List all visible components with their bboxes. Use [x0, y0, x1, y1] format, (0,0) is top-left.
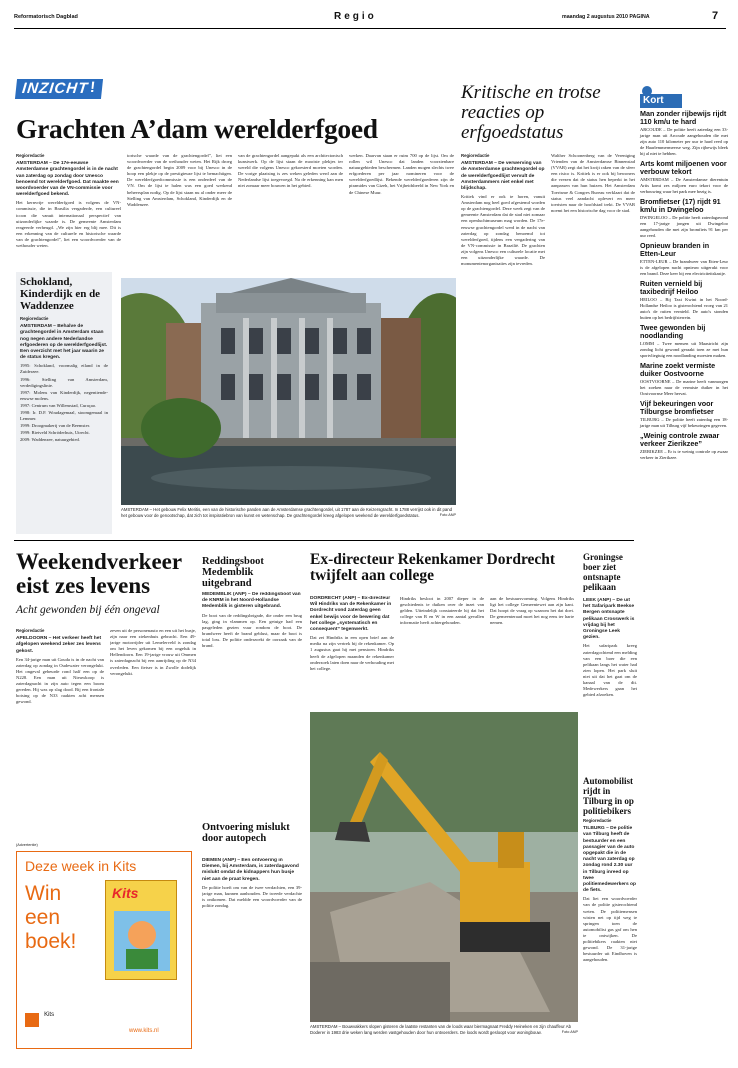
- photo-demolition: [310, 712, 578, 1022]
- ontvoering-text: DIEMEN (ANP) – Een ontvoering in Diemen, bij Amsterdam, is zaterdagavond mislukt omdat de kidnappers hun busje niet aan de praat kregen. De politie hoeft om van de twee verdachten, een 39-jarige man, kunnen aanhouden. De tweede verdachte is ontkomen. Dat meldde een woordvoerder van de politie zondag.: [202, 858, 302, 909]
- kits-book-cover: Kits: [105, 880, 177, 980]
- reddingsboot-text: MEDEMBLIK (ANP) – De reddingsboot van de KNRM in het Noord-Hollandse Medemblik is gisteren uitgebrand. De boot van de reddingsbrigade, die onder een brug lag, ging in vlammen op. Een getuige had een pasgeleden gezien vuur rondom de boot. De brandweer heeft de brand geblust, maar de boot is total loss. De politie onderzoekt de oorzaak van de brand.: [202, 592, 302, 649]
- kits-url[interactable]: www.kits.nl: [129, 1028, 159, 1034]
- rekenkamer-col-3: aan de bestuursvorming. Volgens Hindriks ligt het college Gemeentewet aan zijn kant. Dat hoopt de vraag op waarom het dat doet. De gemeenteraad moet het nog eens ter harte nemen.: [490, 596, 574, 626]
- automobilist-text: Regioredactie TILBURG – De politie van Tilburg heeft de bestuurder en een passagier van de auto opgepakt die in de nacht van zaterdag op zondag rond 2.30 uur in Tilburg inreed op twee politiemedewerkers op de fiets. Dat liet een woordvoerder van de politie gisterochtend weten. De politiemensen wisten net op tijd weg te springen toen de automobilist gas gaf om hen te ontwijken. De politiebikers raakten niet gewond. De 31-jarige bestuurder uit Eindhoven is aangehouden.: [583, 818, 637, 963]
- kits-logo: Kits: [25, 1012, 54, 1031]
- kort-item-body: AMSTERDAM – De Amsterdamse dierentuin Artis komt zes miljoen euro tekort voor de verbouwing waar het park mee bezig is.: [640, 177, 728, 194]
- lead-byline: Regioredactie: [16, 153, 45, 158]
- kort-item-title: Arts komt miljoenen voor verbouw tekort: [640, 159, 727, 176]
- kits-ad-win: Win een boek!: [25, 882, 77, 953]
- kort-item-title: Twee gewonden bij noodlanding: [640, 323, 706, 340]
- rekenkamer-col-2: Hindriks besloot in 2007 dieper in de geschiedenis te duiken over de inzet van gelden. Uiteindelijk constateerde hij dat het college van B en W in een aantal gevallen informatie heeft achtergehouden.: [400, 596, 484, 626]
- page-date: maandag 2 augustus 2010 PAGINA: [562, 14, 650, 20]
- rekenkamer-col-1: DORDRECHT (ANP) – Ex-directeur Wil Hindriks van de Rekenkamer in Dordrecht vond zaterdag geen enkel bewijs voor de bewering dat het college „systematisch en consequent” tegenwerkt. Dat zei Hindriks in een open brief aan de media na zijn vertrek bij de rekenkamer. Op 1 augustus gaat hij met pensioen. Hindriks heeft de afgelopen maanden de rekenkamer onderzoek laten doen naar de verhouding met het college.: [310, 596, 394, 671]
- kort-item: [640, 362, 728, 397]
- ontvoering-headline: Ontvoering mislukt door autopech: [202, 822, 290, 844]
- kort-item-title: Bromfietser (17) rijdt 91 km/u in Dwingeloo: [640, 197, 721, 214]
- kort-item-title: „Weinig controle zwaar verkeer Zierikzee”: [640, 431, 720, 448]
- inzicht-exclaim-icon: !: [89, 79, 97, 96]
- schokland-intro: AMSTERDAM – Behalve de grachtengordel in Amsterdam staan nog negen andere Nederlandse erfgoederen op de werelderfgoedlijst. Een overzicht met het jaar waarin ze de status kregen.: [20, 324, 108, 361]
- kort-item: [640, 110, 728, 157]
- weekend-intro: APELDOORN – Het verkeer heeft het afgelopen weekend zeker zes levens gekost.: [16, 636, 102, 654]
- kort-item: [640, 400, 728, 429]
- lead-headline: Grachten A’dam werelderfgoed: [16, 113, 378, 144]
- kort-item-body: HEILOO – Bij Taxi Kwint in het Noord-Hollandse Heiloo is gisterochtend vroeg van 21 auto's de ruiten vernield. De auto's stonden buiten op het bedrijfsterrein.: [640, 297, 728, 320]
- photo-felix-meritis: [121, 278, 456, 505]
- kort-item: [640, 160, 728, 195]
- page-header: [14, 10, 726, 28]
- kort-item-title: Man zonder rijbewijs rijdt 110 km/u te hard: [640, 109, 727, 126]
- photo1-caption: AMSTERDAM – Het gebouw Felix Meritis, een van de historische panden aan de Amsterdamse grachtengordel, uit 1787 aan de Keizersgracht. In 1788 verrijst ook in dit pand het gebouw voor de genootschap, dat zich tot inspiratiebron van kunst en wetenschap. De grachtengordel kreeg afgelopen weekend de werelderfgoedstatus. Foto ANP: [121, 507, 456, 518]
- kort-item: [640, 198, 728, 239]
- photo2-caption: AMSTERDAM – Bouwvakkers slopen gisteren de laatste restanten van de loods waar biermagnaat Freddy Heineken en zijn chauffeur Ab Doderer in 1983 drie weken lang werden vastgehouden door hun ontvoerders. De loods wordt gesloopt voor woningbouw. Foto ANP: [310, 1024, 578, 1035]
- lead-body-1: Het kernvrije werelderfgoed is volgens de VN-commissie, die in Brasilia vergaderde, een cultureel icoon die vanuit internationaal perspectief van uitzonderlijke waarde is. De gemeente Amsterdam reageerde verheugd. „We zijn hier erg blij mee. Dit is een erkenning van de culturele en historische waarde van de grachtengordel”, liet een woordvoerder van de wethouder weten.: [16, 200, 121, 248]
- kort-item-body: OOSTVOORNE – De marine heeft vanmorgen het zoeken naar de vermiste duiker in het Oostvoornse Meer hervat.: [640, 379, 728, 396]
- canal-building-illustration: [121, 278, 456, 505]
- schokland-list-item: 2009: Waddenzee, natuurgebied.: [20, 437, 80, 443]
- kits-logo-icon: [25, 1013, 39, 1027]
- schokland-list-item: 1997: Molens van Kinderdijk, negentiende-eeuwse molens.: [20, 389, 108, 401]
- groningse-text: LEEK (ANP) – De uit het Safaripark Beekse Bergen ontsnapte pelikaan Crosswerk is vrijdag bij het Groningse Leek gezien. Het safaripark kreeg zaterdagochtend een melding van een boer die een pelikaan langs het water had zien lopen. Het park sluit niet uit dat het gaat om de kanaal van de dit. Medewerkers gaan het gebied afzoeken.: [583, 598, 637, 698]
- weekend-subtitle: Acht gewonden bij één ongeval: [16, 604, 160, 616]
- groningse-headline: Groningse boer ziet ontsnapte pelikaan: [583, 552, 623, 592]
- kort-column: [640, 85, 728, 1060]
- schokland-list-item: 1999: Droogmakerij van de Beemster.: [20, 423, 91, 429]
- lead-col-1: [16, 153, 121, 268]
- ad-label: (Advertentie): [16, 843, 38, 847]
- kort-item-title: Vijf bekeuringen voor Tilburgse bromfietser: [640, 399, 714, 416]
- kort-item: [640, 324, 728, 359]
- kort-item: [640, 242, 728, 277]
- kort-item-body: ETTEN-LEUR – De brandweer van Etten-Leur is de afgelopen nacht opnieuw uitgerukt voor een brand. Deze keer bij een electriciteitskastje.: [640, 259, 728, 276]
- photo1-credit: Foto ANP: [439, 512, 456, 517]
- page-number: 7: [712, 10, 719, 22]
- kort-label: Kort: [640, 85, 728, 107]
- inzicht-logo: INZICHT !: [15, 79, 103, 99]
- kort-item-body: ZIERIKZEE – Er is te weinig controle op zwaar verkeer in Zierikzee.: [640, 449, 728, 460]
- kits-ad-title: Deze week in Kits: [25, 858, 137, 874]
- schokland-box: [16, 272, 112, 534]
- automobilist-headline: Automobilist rijdt in Tilburg in op politiebikers: [583, 776, 634, 816]
- lead-intro: AMSTERDAM – De 17e-eeuwse Amsterdamse grachtengordel is in de nacht van zaterdag op zondag door Unesco benoemd tot werelderfgoed. Dat maakte een woordvoerder van de VN-commissie voor werelderfgoed bekend.: [16, 161, 119, 198]
- kort-list: [640, 110, 728, 461]
- mid-rule: [14, 540, 634, 541]
- reddingsboot-headline: Reddingsboot Medemblik uitgebrand: [202, 556, 264, 589]
- kort-item-body: TILBURG – De politie heeft zaterdag een 18-jarige man uit Tilburg vijf bekeuringen gegeven.: [640, 417, 728, 428]
- kort-item-body: DWINGELOO – De politie heeft zaterdagavond een 17-jarige jongen uit Dwingeloo aangehouden die met zijn bromfiets 91 km per uur reed.: [640, 215, 728, 238]
- kritische-intro: AMSTERDAM – De verwerving van de Amsterdamse grachtengordel op de werelderfgoedlijst vervult de Amsterdammers niet enkel met blijdschap.: [461, 161, 545, 191]
- lead-col-3: van de grachtengordel aangepakt als een architectonisch kunstwerk. Op de lijst staan de mooiste plekjes ter wereld die volgens Unesco gekoesterd moeten worden. De vorige plaatsing is zes weken geleden werd aan de Nederlandse lijst toegevoegd. Na de erkenning kan men niet zomaar meer bouwen in het gebied.: [238, 153, 343, 189]
- paper-name: Reformatorisch Dagblad: [14, 14, 78, 20]
- schokland-list-item: 1996: Stelling van Amsterdam, verdedigingslinie.: [20, 376, 108, 388]
- rekenkamer-headline: Ex-directeur Rekenkamer Dordrecht twijfelt aan college: [310, 551, 556, 584]
- kort-item: [640, 280, 728, 321]
- schokland-title: Schokland, Kinderdijk en de Waddenzee: [20, 276, 101, 312]
- kritische-byline: Regioredactie: [461, 153, 490, 158]
- kort-item-title: Ruiten vernield bij taxibedrijf Heiloo: [640, 279, 703, 296]
- schokland-list: [20, 363, 108, 443]
- header-rule: [14, 28, 726, 29]
- schokland-list-item: 1997: Centrum van Willemstad, Curaçao.: [20, 402, 97, 408]
- kort-item-title: Marine zoekt vermiste duiker Oostvoorne: [640, 361, 716, 378]
- kritische-col-2: Walther Schoonenberg van de Vereniging Vrienden van de Amsterdamse Binnenstad (VVAB) zegt dat het kwijt raken van de sfeer een risico is. Kritiek is er ook bij bewoners die vrezen dat de status hen beperkt in het aanpassen van hun huizen. Het Amsterdam Toerisme & Congres Bureau verklaart dat de status veel aandacht oplevert en meer toeristen naar de hoofdstad trekt. De VVAB noemt het een historische dag voor de stad.: [551, 153, 635, 213]
- kits-ad[interactable]: [16, 851, 192, 1049]
- excavator-illustration: [310, 712, 578, 1022]
- schokland-list-item: 1995: Schokland, voormalig eiland in de Zuiderzee.: [20, 363, 108, 375]
- photo2-credit: Foto ANP: [561, 1029, 578, 1034]
- kort-item: [640, 432, 728, 461]
- kort-item-body: ARCOUDE – De politie heeft zaterdag een 33-jarige man uit Arcoude aangehouden die met zijn auto 110 kilometer per uur te hard reed op de Haarlemmermeerse weg. Zijn rijbewijs bleek hij al niet te hebben.: [640, 127, 728, 156]
- schokland-list-item: 1999: Rietveld Schröderhuis, Utrecht.: [20, 430, 90, 436]
- schokland-byline: Regioredactie: [20, 316, 49, 321]
- lead-col-2: torische waarde van de grachtengordel”, liet een woordvoerder van de wethouder weten. Het Rijk droeg de grachtengordel begin 2009 voor bij Unesco in de hoop een plekje op de prestigieuze lijst te bemachtigen. De werelderfgoedcommissie is een onderdeel van de VN. Om de lijst te halen was een goed werkend beheersplan nodig. Op de lijst staan nu al onder meer de Stelling van Amsterdam, Schokland, Kinderdijk en de Waddenzee.: [127, 153, 232, 207]
- lead-col-4: werken. Daarvan staan er ruim 700 op de lijst. Om de rollen wil Unesco dat landen voorzienbare natuurgebieden beschermen. Landen mogen slechts twee erfgoederen per jaar nomineren voor de werelderfgoedlijst. Bekende werelderfgoederen zijn de piramides van Gizeh, het Vrijheidsbeeld in New York en de Chinese Muur.: [349, 153, 454, 195]
- weekend-col-1: Regioredactie APELDOORN – Het verkeer heeft het afgelopen weekend zeker zes levens gekost. Een 34-jarige man uit Gouda is in de nacht van zaterdag op zondag in Oudewater verongelukt. Het ongeval gebeurde rond half een op de N228. Een man uit Nieuwkoop is zaterdagnacht in zijn auto tegen een boom gereden. Hij was op slag dood. Bij een frontale botsing op de N33 raakten acht mensen gewond.: [16, 628, 104, 705]
- section-name: Regio: [334, 11, 377, 22]
- schokland-list-item: 1998: Ir. D.F. Woudagemaal, stoomgemaal in Lemmer.: [20, 409, 108, 422]
- kritische-col-1: Regioredactie AMSTERDAM – De verwerving van de Amsterdamse grachtengordel op de werelderfgoedlijst vervult de Amsterdammers niet enkel met blijdschap. Kritiek vind er ook te horen, vanuit Amsterdam nog heel goed afgestemd worden op de grachtengordel. Deze week zegt van de gemeente Amsterdam dat de stad niet zomaar een openluchtmuseum mag worden. De 17e-eeuwse grachtengordel werd in de nacht van zaterdag op zondag benoemd tot werelderfgoed, tijdens een vergadering van de VN-commissie in Brazilië. De grachten zijn volgens Unesco een culturele locatie met een uitzonderlijke waarde. De monumentenorganisaties zijn tevreden.: [461, 153, 545, 267]
- kritische-headline: Kritische en trotse reacties op erfgoedstatus: [461, 82, 601, 143]
- weekend-col-2: zeven uit de personenauto en een uit het busje, zijn naar een ziekenhuis gebracht. Een 49-jarige motorrijder uit Lemelerveld is zondag om het leven gekomen bij een ongeluk in Hellendoorn. Een 19-jarige vrouw uit Ommen is zaterdagnacht bij een aanrijding op de N34 overleden. Een fietser is in Zwolle dodelijk verongelukt.: [110, 628, 196, 676]
- kort-item-title: Opnieuw branden in Etten-Leur: [640, 241, 710, 258]
- weekend-headline: Weekendverkeer eist zes levens: [16, 549, 182, 598]
- kort-item-body: LOMM – Twee mensen uit Maastricht zijn zondag licht gewond geraakt toen ze met hun sportvliegtuig een noodlanding moesten maken.: [640, 341, 728, 358]
